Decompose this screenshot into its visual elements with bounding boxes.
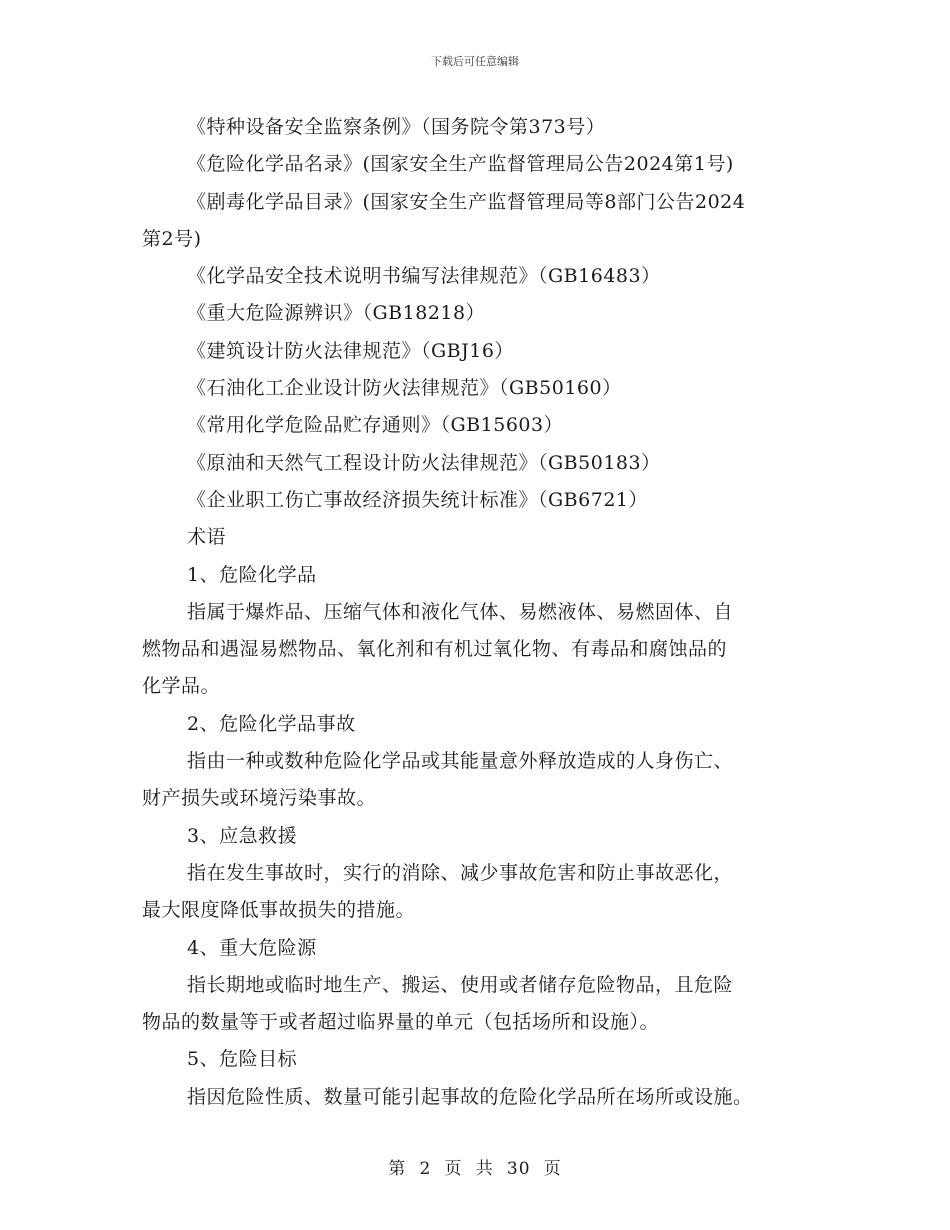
text-line: 《常用化学危险品贮存通则》（GB15603） [187,414,564,437]
text-line: 《原油和天然气工程设计防火法律规范》（GB50183） [187,451,661,474]
text-line: 3、应急救援 [187,824,298,847]
text-line: 财产损失或环境污染事故。 [142,787,377,810]
text-line: 《建筑设计防火法律规范》（GBJ16） [187,339,514,362]
footer-current-page: 2 [419,1159,432,1179]
text-line: 术语 [187,526,227,549]
text-line: 第2号) [142,227,202,250]
text-line: 物品的数量等于或者超过临界量的单元（包括场所和设施）。 [142,1011,660,1034]
text-line: 化学品。 [142,675,221,698]
text-line: 1、危险化学品 [187,563,317,586]
text-line: 《企业职工伤亡事故经济损失统计标准》（GB6721） [187,488,648,511]
text-line: 《重大危险源辨识》（GB18218） [187,302,486,325]
text-line: 指在发生事故时，实行的消除、减少事故危害和防止事故恶化， [187,861,734,884]
text-line: 指长期地或临时地生产、搬运、使用或者储存危险物品，且危险 [187,973,734,996]
text-line: 最大限度降低事故损失的措施。 [142,899,416,922]
text-line: 《特种设备安全监察条例》（国务院令第373号） [187,116,606,138]
text-line: 《剧毒化学品目录》(国家安全生产监督管理局等8部门公告2024 [187,190,746,213]
text-line: 2、危险化学品事故 [187,712,356,735]
text-line: 4、重大危险源 [187,936,317,959]
footer-total-pages: 30 [506,1159,531,1179]
page-header-note: 下载后可任意编辑 [431,55,519,68]
text-line: 指因危险性质、数量可能引起事故的危险化学品所在场所或设施。 [187,1085,753,1108]
text-line: 5、危险目标 [187,1048,298,1071]
text-line: 燃物品和遇湿易燃物品、氧化剂和有机过氧化物、有毒品和腐蚀品的 [142,638,728,661]
text-line: 指属于爆炸品、压缩气体和液化气体、易燃液体、易燃固体、自 [187,600,734,623]
page-footer [0,1154,950,1179]
footer-label-total: 共 [475,1159,494,1179]
footer-label-ye2: 页 [543,1159,562,1179]
text-line: 《石油化工企业设计防火法律规范》（GB50160） [187,377,622,400]
document-body [142,109,818,1116]
text-line: 《化学品安全技术说明书编写法律规范》（GB16483） [187,265,661,288]
footer-label-page: 第 [388,1159,407,1179]
text-line: 《危险化学品名录》(国家安全生产监督管理局公告2024第1号) [187,153,734,176]
text-line: 指由一种或数种危险化学品或其能量意外释放造成的人身伤亡、 [187,750,734,773]
footer-label-ye: 页 [444,1159,463,1179]
